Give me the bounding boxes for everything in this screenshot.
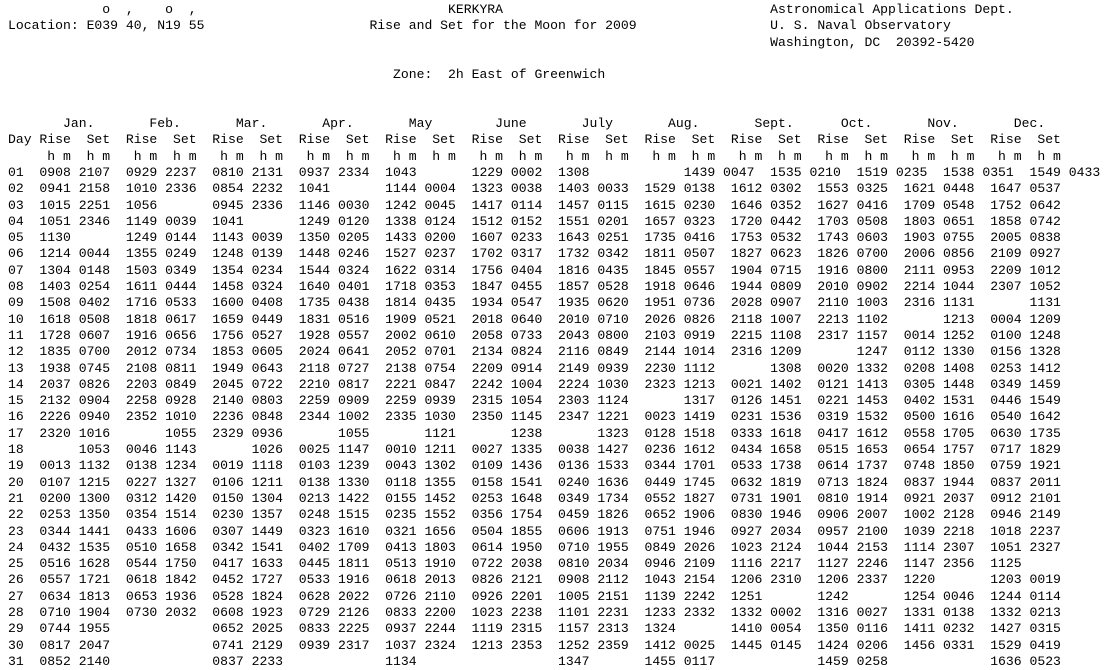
header-line-blank	[8, 51, 1100, 67]
table-row: 02 0941 2158 1010 2336 0854 2232 1041 1144 0004 1323 0038 1403 0033 1529 0138 1612 0302 1553 0325 1621 0448 1647 0537	[8, 181, 1061, 197]
table-row: 22 0253 1350 0354 1514 0230 1357 0248 1515 0235 1552 0356 1754 0459 1826 0652 1906 0830 1946 0906 2007 1002 2128 0946 2149	[8, 507, 1061, 523]
table-row: 04 1051 2346 1149 0039 1041 1249 0120 1338 0124 1512 0152 1551 0201 1657 0323 1720 0442 1703 0508 1803 0651 1858 0742	[8, 213, 1061, 229]
zone-line: Zone: 2h East of Greenwich	[8, 67, 606, 83]
table-row: 24 0432 1535 0510 1658 0342 1541 0402 1709 0413 1803 0614 1950 0710 1955 0849 2026 1023 2124 1044 2153 1114 2307 1051 2327	[8, 539, 1061, 555]
header-line-3: Washington, DC 20392-5420	[8, 34, 975, 50]
month-header-row: Jan. Feb. Mar. Apr. May June July Aug. Sept. Oct. Nov. Dec.	[8, 116, 1046, 132]
table-row: 01 0908 2107 0929 2237 0810 2131 0937 2334 1043 1229 0002 1308 1439 0047 1535 0210 1519 0235 1538 0351 1549 0433	[8, 164, 1101, 180]
table-row: 15 2132 0904 2258 0928 2140 0803 2259 0909 2259 0939 2315 1054 2303 1124 1317 0126 1451 0221 1453 0402 1531 0446 1549	[8, 393, 1061, 409]
table-row: 09 1508 0402 1716 0533 1600 0408 1735 0438 1814 0435 1934 0547 1935 0620 1951 0736 2028 0907 2110 1003 2316 1131 1131	[8, 295, 1061, 311]
header-line-1: o , o , KERKYRA Astronomical Applications Dept.	[8, 2, 1014, 17]
table-row: 17 2320 1016 1055 2329 0936 1055 1121 1238 1323 0128 1518 0333 1618 0417 1612 0558 1705 0630 1735	[8, 425, 1061, 441]
table-body	[8, 165, 1100, 670]
table-row: 06 1214 0044 1355 0249 1248 0139 1448 0246 1527 0237 1702 0317 1732 0342 1811 0507 1827 0623 1826 0700 2006 0856 2109 0927	[8, 246, 1061, 262]
units-row: h m h m h m h m h m h m h m h m h m h m h m h m h m h m h m h m h m h m h m h m h m h m h m h m	[8, 148, 1061, 164]
table-row: 31 0852 2140 0837 2233 1134 1347 1455 0117 1459 0258 1636 0523	[8, 653, 1061, 669]
table-row: 16 2226 0940 2352 1010 2236 0848 2344 1002 2335 1030 2350 1145 2347 1221 0023 1419 0231 1536 0319 1532 0500 1616 0540 1642	[8, 409, 1061, 425]
table-row: 05 1130 1249 0144 1143 0039 1350 0205 1433 0200 1607 0233 1643 0251 1735 0416 1753 0532 1743 0603 1903 0755 2005 0838	[8, 230, 1061, 246]
spacer-line	[8, 83, 1100, 99]
table-row: 26 0557 1721 0618 1842 0452 1727 0533 1916 0618 2013 0826 2121 0908 2112 1043 2154 1206 2310 1206 2337 1220 1203 0019	[8, 572, 1061, 588]
table-row: 14 2037 0826 2203 0849 2045 0722 2210 0817 2221 0847 2242 1004 2224 1030 2323 1213 0021 1402 0121 1413 0305 1448 0349 1459	[8, 376, 1061, 392]
moon-rise-set-document	[8, 2, 1100, 670]
table-row: 08 1403 0254 1611 0444 1458 0324 1640 0401 1718 0353 1847 0455 1857 0528 1918 0646 1944 0809 2010 0902 2214 1044 2307 1052	[8, 279, 1061, 295]
table-row: 28 0710 1904 0730 2032 0608 1923 0729 2126 0833 2200 1023 2238 1101 2231 1233 2332 1332 0002 1316 0027 1331 0138 1332 0213	[8, 604, 1061, 620]
table-row: 18 1053 0046 1143 1026 0025 1147 0010 1211 0027 1335 0038 1427 0236 1612 0434 1658 0515 1653 0654 1757 0717 1829	[8, 442, 1061, 458]
column-header-row: Day Rise Set Rise Set Rise Set Rise Set Rise Set Rise Set Rise Set Rise Set Rise Set Rise Set Rise Set Rise Set	[8, 132, 1061, 148]
table-row: 20 0107 1215 0227 1327 0106 1211 0138 1330 0118 1355 0158 1541 0240 1636 0449 1745 0632 1819 0713 1824 0837 1944 0837 2011	[8, 474, 1061, 490]
table-row: 25 0516 1628 0544 1750 0417 1633 0445 1811 0513 1910 0722 2038 0810 2034 0946 2109 1116 2217 1127 2246 1147 2356 1125	[8, 556, 1022, 572]
table-row: 10 1618 0508 1818 0617 1659 0449 1831 0516 1909 0521 2018 0640 2010 0710 2026 0826 2118 1007 2213 1102 1213 0004 1209	[8, 311, 1061, 327]
spacer-line	[8, 100, 1100, 116]
table-row: 13 1938 0745 2108 0811 1949 0643 2118 0727 2138 0754 2209 0914 2149 0939 2230 1112 1308 0020 1332 0208 1408 0253 1412	[8, 360, 1061, 376]
table-row: 11 1728 0607 1916 0656 1756 0527 1928 0557 2002 0610 2058 0733 2043 0800 2103 0919 2215 1108 2317 1157 0014 1252 0100 1248	[8, 327, 1061, 343]
table-row: 19 0013 1132 0138 1234 0019 1118 0103 1239 0043 1302 0109 1436 0136 1533 0344 1701 0533 1738 0614 1737 0748 1850 0759 1921	[8, 458, 1061, 474]
table-row: 21 0200 1300 0312 1420 0150 1304 0213 1422 0155 1452 0253 1648 0349 1734 0552 1827 0731 1901 0810 1914 0921 2037 0912 2101	[8, 490, 1061, 506]
table-row: 07 1304 0148 1503 0349 1354 0234 1544 0324 1622 0314 1756 0404 1816 0435 1845 0557 1904 0715 1916 0800 2111 0953 2209 1012	[8, 262, 1061, 278]
table-row: 30 0817 2047 0741 2129 0939 2317 1037 2324 1213 2353 1252 2359 1412 0025 1445 0145 1424 0206 1456 0331 1529 0419	[8, 637, 1061, 653]
table-row: 29 0744 1955 0652 2025 0833 2225 0937 2244 1119 2315 1157 2313 1324 1410 0054 1350 0116 1411 0232 1427 0315	[8, 621, 1061, 637]
table-row: 03 1015 2251 1056 0945 2336 1146 0030 1242 0045 1417 0114 1457 0115 1615 0230 1646 0352 1627 0416 1709 0548 1752 0642	[8, 197, 1061, 213]
table-row: 23 0344 1441 0433 1606 0307 1449 0323 1610 0321 1656 0504 1855 0606 1913 0751 1946 0927 2034 0957 2100 1039 2218 1018 2237	[8, 523, 1061, 539]
table-row: 12 1835 0700 2012 0734 1853 0605 2024 0641 2052 0701 2134 0824 2116 0849 2144 1014 2316 1209 1247 0112 1330 0156 1328	[8, 344, 1061, 360]
header-line-2: Location: E039 40, N19 55 Rise and Set for the Moon for 2009 U. S. Naval Observatory	[8, 18, 951, 34]
table-row: 27 0634 1813 0653 1936 0528 1824 0628 2022 0726 2110 0926 2201 1005 2151 1139 2242 1251 1242 1254 0046 1244 0114	[8, 588, 1061, 604]
